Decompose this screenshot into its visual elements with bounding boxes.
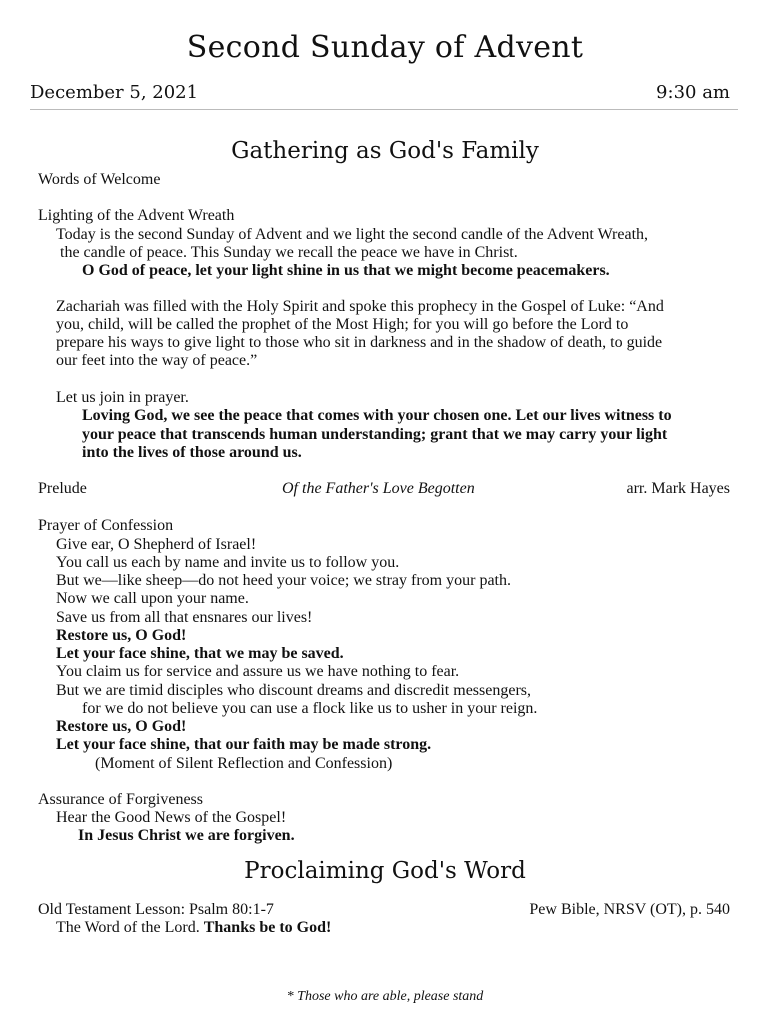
prayer-line: Loving God, we see the peace that comes with your chosen one. Let our lives witness to — [82, 407, 672, 424]
lesson-label: Old Testament Lesson: Psalm 80:1-7 — [38, 901, 274, 918]
wreath-line: Today is the second Sunday of Advent and we light the second candle of the Advent Wreath, — [56, 226, 649, 243]
confession-line: Give ear, O Shepherd of Israel! — [56, 536, 257, 553]
confession-response: Restore us, O God! — [56, 718, 187, 735]
lesson-source: Pew Bible, NRSV (OT), p. 540 — [529, 901, 730, 918]
prelude-piece: Of the Father's Love Begotten — [282, 480, 475, 497]
confession-response: Let your face shine, that our faith may be made strong. — [56, 736, 432, 753]
wreath-response: O God of peace, let your light shine in us that we might become peacemakers. — [82, 262, 610, 279]
section-heading-proclaiming: Proclaiming God's Word — [244, 858, 526, 884]
confession-response: Restore us, O God! — [56, 627, 187, 644]
assurance-response: In Jesus Christ we are forgiven. — [78, 827, 295, 844]
page-title: Second Sunday of Advent — [186, 30, 584, 65]
confession-line: Save us from all that ensnares our lives! — [56, 609, 313, 626]
prayer-intro: Let us join in prayer. — [56, 389, 189, 406]
prelude-arranger: arr. Mark Hayes — [626, 480, 730, 497]
zachariah-line: Zachariah was filled with the Holy Spirit and spoke this prophecy in the Gospel of Luke: “And — [56, 298, 664, 315]
confession-line: You claim us for service and assure us we have nothing to fear. — [56, 663, 460, 680]
word-of-the-lord — [56, 919, 331, 937]
silent-reflection: (Moment of Silent Reflection and Confession) — [95, 755, 393, 772]
zachariah-line: our feet into the way of peace.” — [56, 352, 258, 369]
word-response: Thanks be to God! — [203, 919, 332, 936]
footer-note: * Those who are able, please stand — [286, 989, 484, 1004]
confession-line: You call us each by name and invite us to follow you. — [56, 554, 400, 571]
words-of-welcome: Words of Welcome — [38, 171, 161, 188]
zachariah-line: prepare his ways to give light to those who sit in darkness and in the shadow of death, to guide — [56, 334, 663, 351]
section-heading-gathering: Gathering as God's Family — [231, 138, 539, 164]
confession-line: But we—like sheep—do not heed your voice; we stray from your path. — [56, 572, 511, 589]
prayer-line: your peace that transcends human understanding; grant that we may carry your light — [82, 426, 668, 443]
confession-response: Let your face shine, that we may be saved. — [56, 645, 344, 662]
prayer-line: into the lives of those around us. — [82, 444, 302, 461]
confession-line: But we are timid disciples who discount dreams and discredit messengers, — [56, 682, 532, 699]
service-date: December 5, 2021 — [30, 82, 199, 103]
service-time: 9:30 am — [656, 82, 730, 103]
confession-title: Prayer of Confession — [38, 517, 174, 534]
confession-line-indented: for we do not believe you can use a flock like us to usher in your reign. — [82, 700, 538, 717]
assurance-line: Hear the Good News of the Gospel! — [56, 809, 287, 826]
header-divider — [30, 109, 738, 110]
word-line: The Word of the Lord. — [56, 919, 200, 936]
confession-line: Now we call upon your name. — [56, 590, 249, 607]
prelude-label: Prelude — [38, 480, 87, 497]
zachariah-line: you, child, will be called the prophet of the Most High; for you will go before the Lord to — [56, 316, 629, 333]
wreath-line: the candle of peace. This Sunday we recall the peace we have in Christ. — [60, 244, 518, 261]
assurance-title: Assurance of Forgiveness — [38, 791, 204, 808]
advent-wreath-title: Lighting of the Advent Wreath — [38, 207, 235, 224]
